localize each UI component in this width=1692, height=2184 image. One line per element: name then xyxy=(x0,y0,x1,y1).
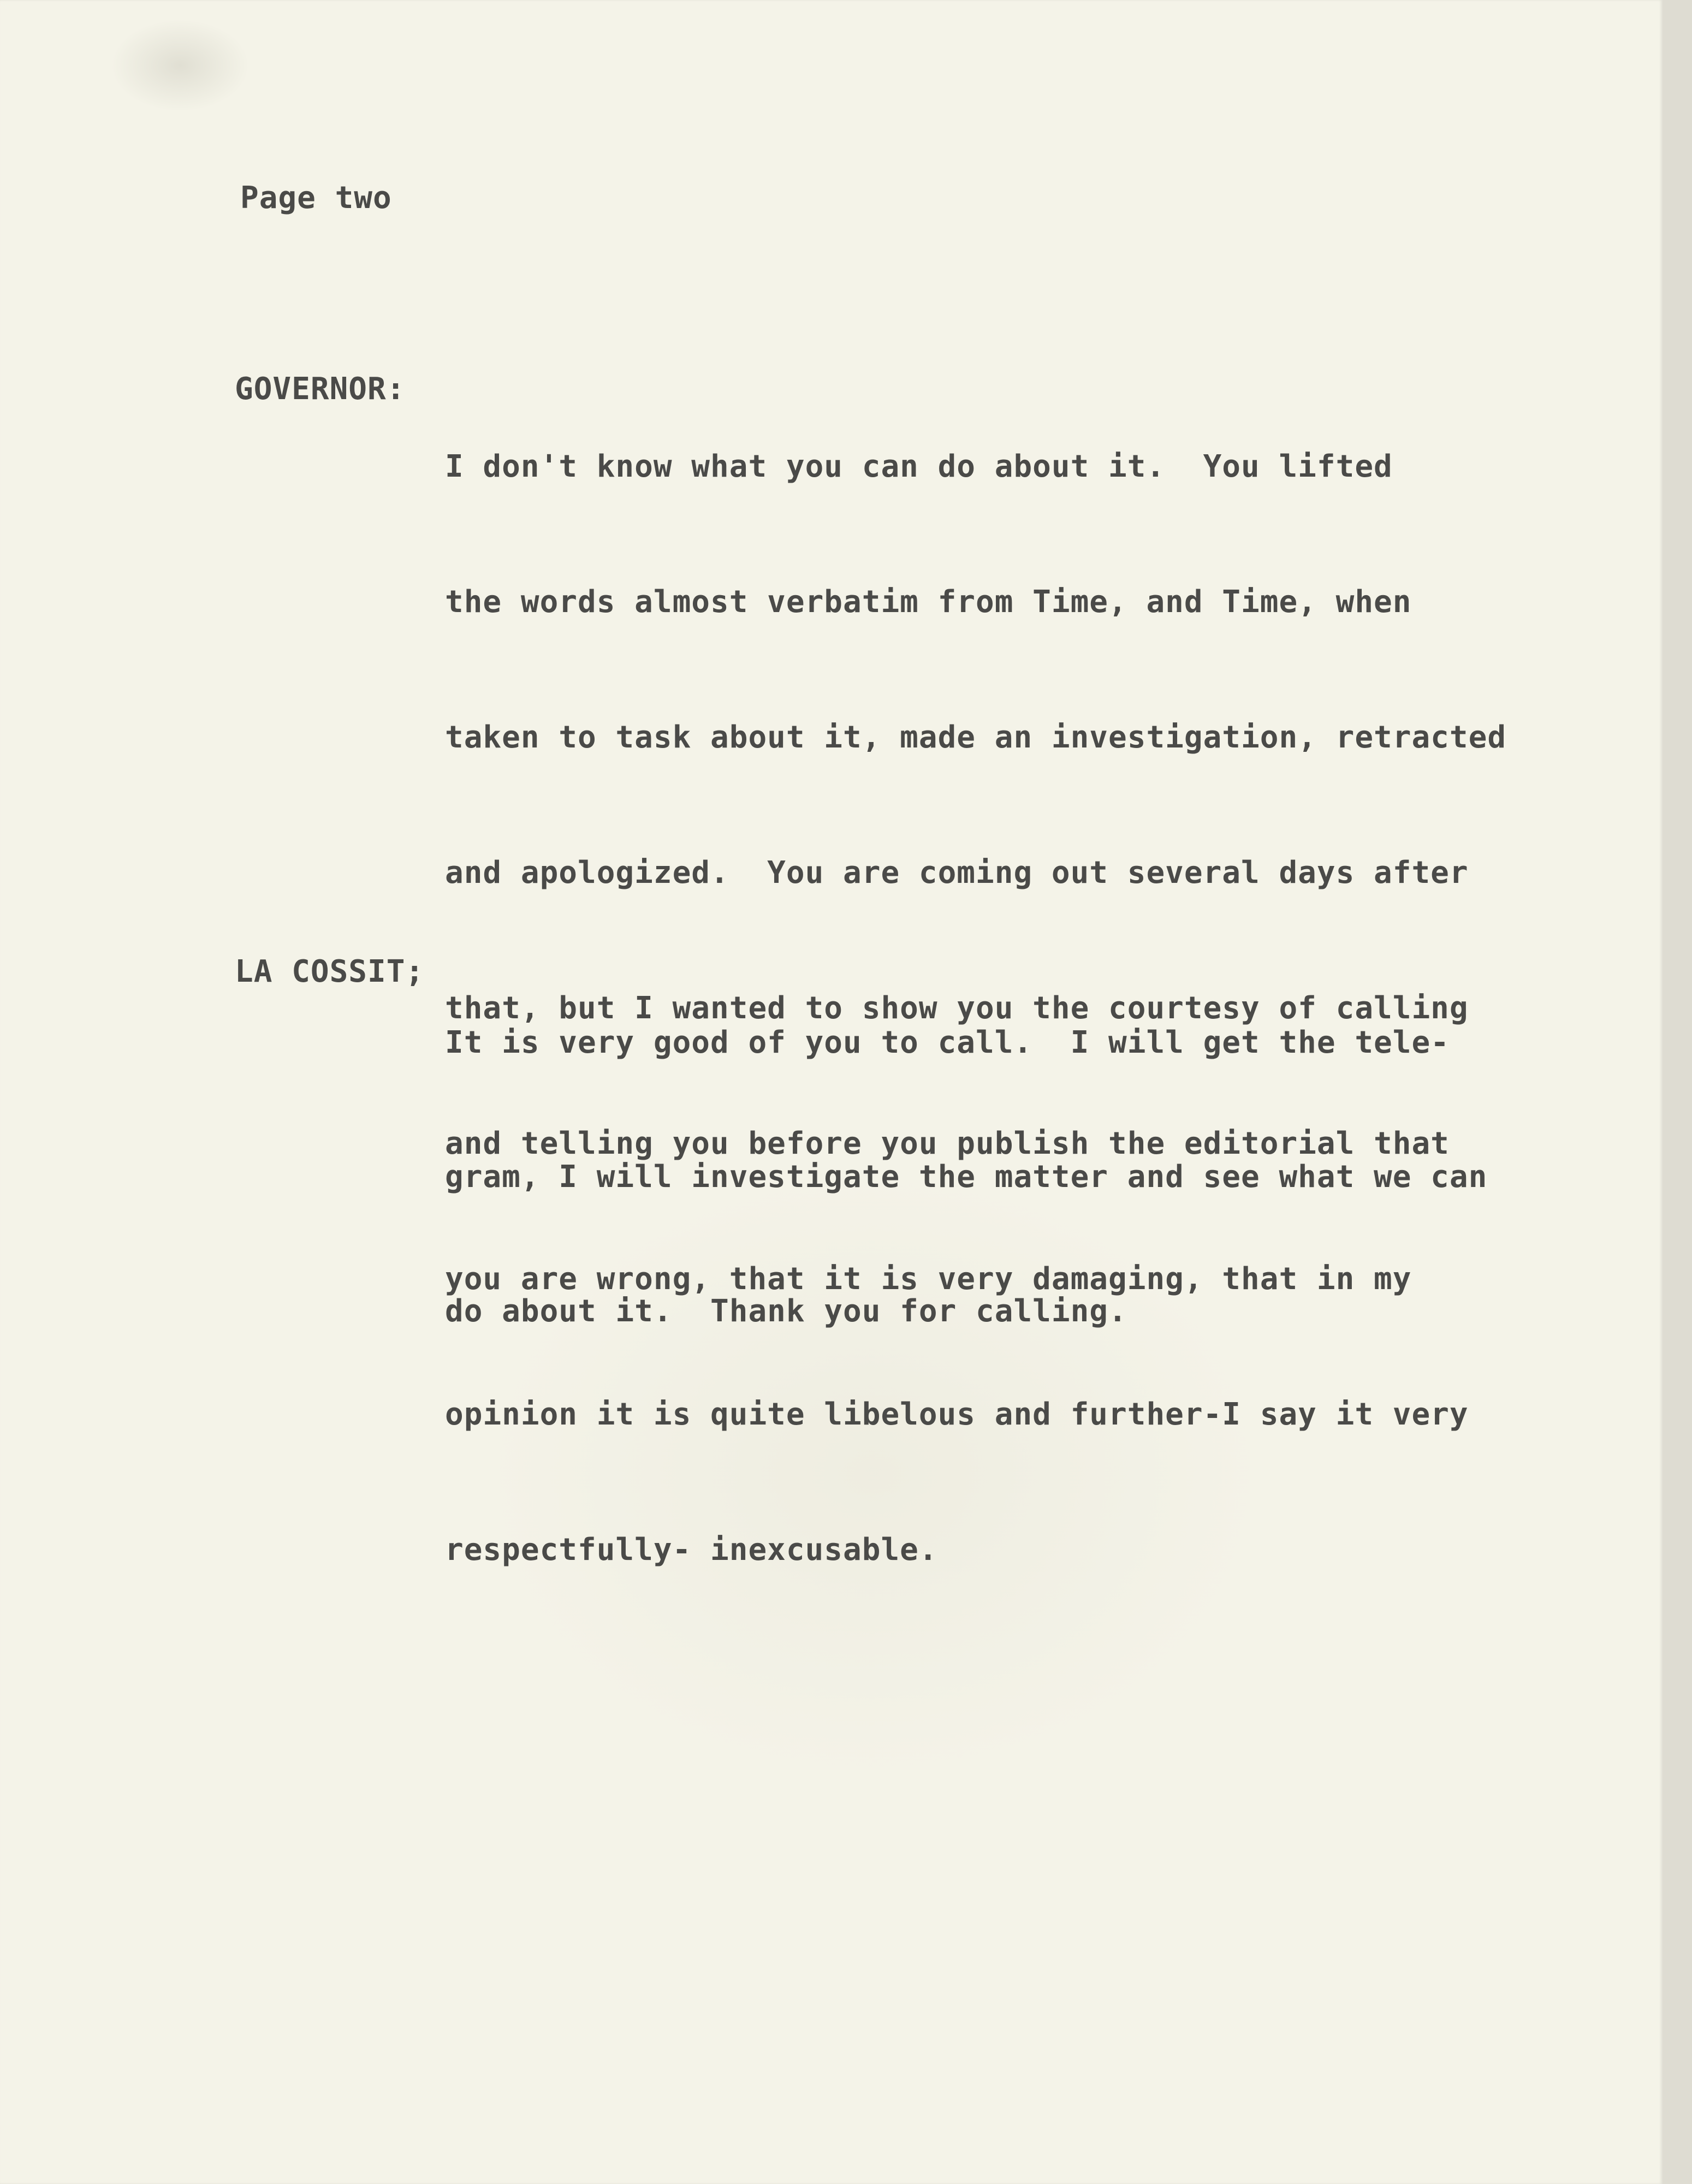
speech-line: and telling you before you publish the editorial that xyxy=(445,1126,1450,1161)
speech-line: you are wrong, that it is very damaging, that in my xyxy=(445,1261,1412,1297)
speech-line: opinion it is quite libelous and further-I say it very xyxy=(445,1397,1469,1432)
speech-line: and apologized. You are coming out several days after xyxy=(445,855,1469,891)
speaker-label-la-cossit: LA COSSIT; xyxy=(235,954,425,989)
scan-background-edge xyxy=(1663,0,1692,2184)
speech-line: I don't know what you can do about it. You lifted xyxy=(445,449,1393,484)
speech-line: gram, I will investigate the matter and see what we can xyxy=(445,1159,1488,1195)
speech-line: taken to task about it, made an investigation, retracted xyxy=(445,720,1507,755)
speech-line: It is very good of you to call. I will get the tele- xyxy=(445,1025,1450,1060)
speech-line: the words almost verbatim from Time, and Time, when xyxy=(445,584,1412,620)
la-cossit-speech xyxy=(445,940,1487,1414)
page-label: Page two xyxy=(240,180,392,216)
speech-line: respectfully- inexcusable. xyxy=(445,1532,938,1568)
speaker-label-governor: GOVERNOR: xyxy=(235,371,406,407)
speech-line: do about it. Thank you for calling. xyxy=(445,1293,1127,1329)
speech-line: that, but I wanted to show you the courtesy of calling xyxy=(445,990,1469,1026)
